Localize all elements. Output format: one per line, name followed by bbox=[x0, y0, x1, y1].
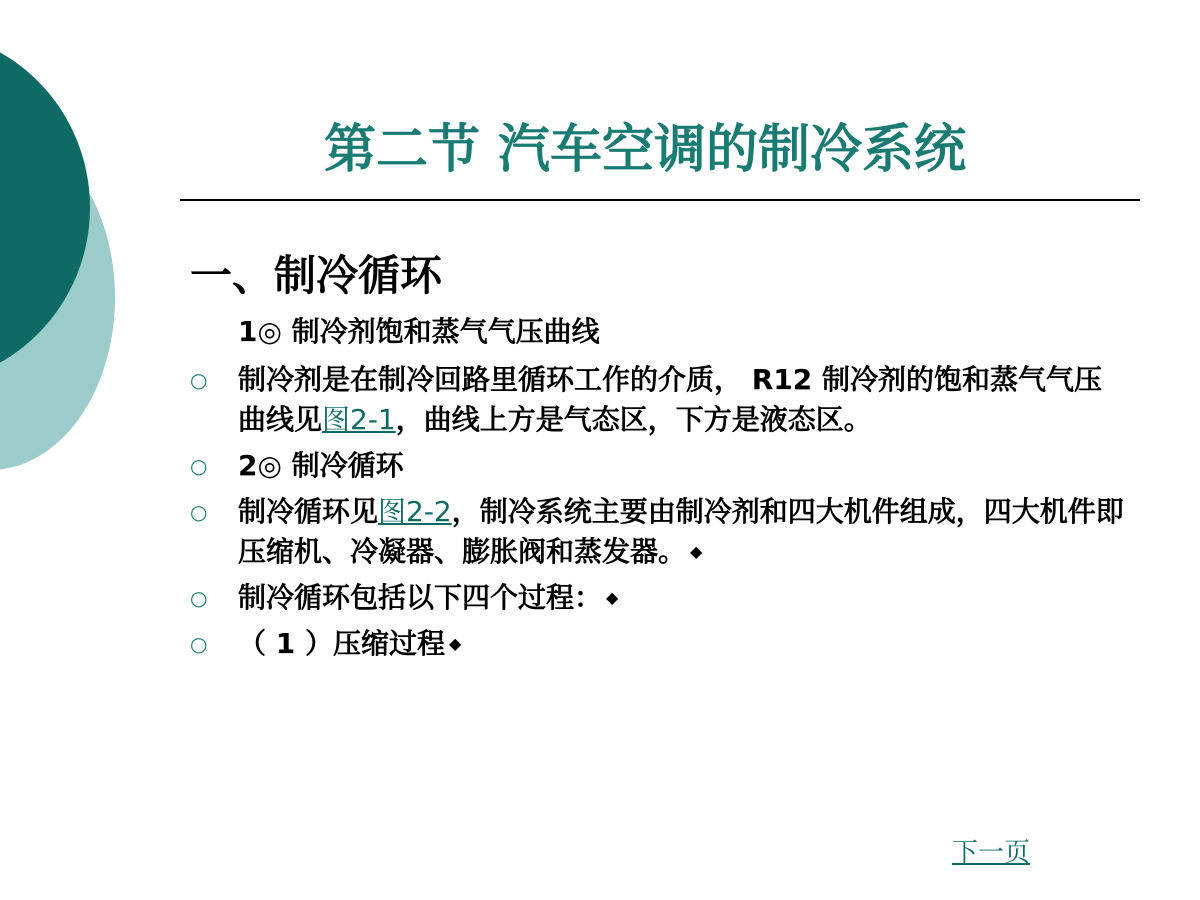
hollow-circle-icon: ○ bbox=[190, 632, 208, 656]
bullet-text-before: 制冷循环见 bbox=[238, 495, 379, 528]
bullet-text-before: 制冷循环包括以下四个过程： bbox=[238, 581, 603, 614]
next-page-link[interactable]: 下一页 bbox=[952, 838, 1031, 868]
figure-link-2-2[interactable]: 图2-2 bbox=[378, 495, 452, 528]
bullet-item bbox=[190, 492, 1130, 572]
bullet-text bbox=[238, 363, 1102, 436]
bullet-text-after: ，制冷系统主要由制冷剂和四大机件组成，四大机件即压缩机、冷凝器、膨胀阀和蒸发器。 bbox=[238, 495, 1124, 568]
bullet-text-before: （ 1 ）压缩过程 bbox=[238, 627, 445, 660]
hollow-circle-icon: ○ bbox=[190, 454, 208, 478]
bullet-text bbox=[238, 627, 461, 660]
figure-link-2-1[interactable]: 图2-1 bbox=[322, 403, 396, 436]
bullet-item bbox=[190, 624, 1130, 664]
bullet-text bbox=[238, 495, 1124, 568]
subheading-1: 1◎ 制冷剂饱和蒸气气压曲线 bbox=[238, 315, 600, 348]
slide-title: 第二节 汽车空调的制冷系统 bbox=[323, 120, 967, 180]
hollow-circle-icon: ○ bbox=[190, 586, 208, 610]
diamond-icon: ◆ bbox=[606, 588, 619, 607]
bullet-item bbox=[190, 360, 1130, 440]
bullet-text bbox=[238, 449, 404, 482]
title-divider bbox=[180, 199, 1140, 201]
hollow-circle-icon: ○ bbox=[190, 368, 208, 392]
hollow-circle-icon: ○ bbox=[190, 500, 208, 524]
bullet-text-before: 2◎ 制冷循环 bbox=[238, 449, 404, 482]
bullet-text-before: 制冷剂是在制冷回路里循环工作的介质， R12 制冷剂的饱和蒸气气压曲线见 bbox=[238, 363, 1103, 436]
diamond-icon: ◆ bbox=[448, 634, 462, 653]
diamond-icon: ◆ bbox=[690, 542, 703, 561]
bullet-item bbox=[190, 446, 1130, 486]
section-heading: 一、制冷循环 bbox=[190, 251, 443, 300]
bullet-item bbox=[190, 578, 1130, 618]
bullet-text-after: ，曲线上方是气态区，下方是液态区。 bbox=[395, 403, 872, 436]
bullet-text bbox=[238, 581, 618, 614]
slide-content bbox=[190, 312, 1130, 670]
